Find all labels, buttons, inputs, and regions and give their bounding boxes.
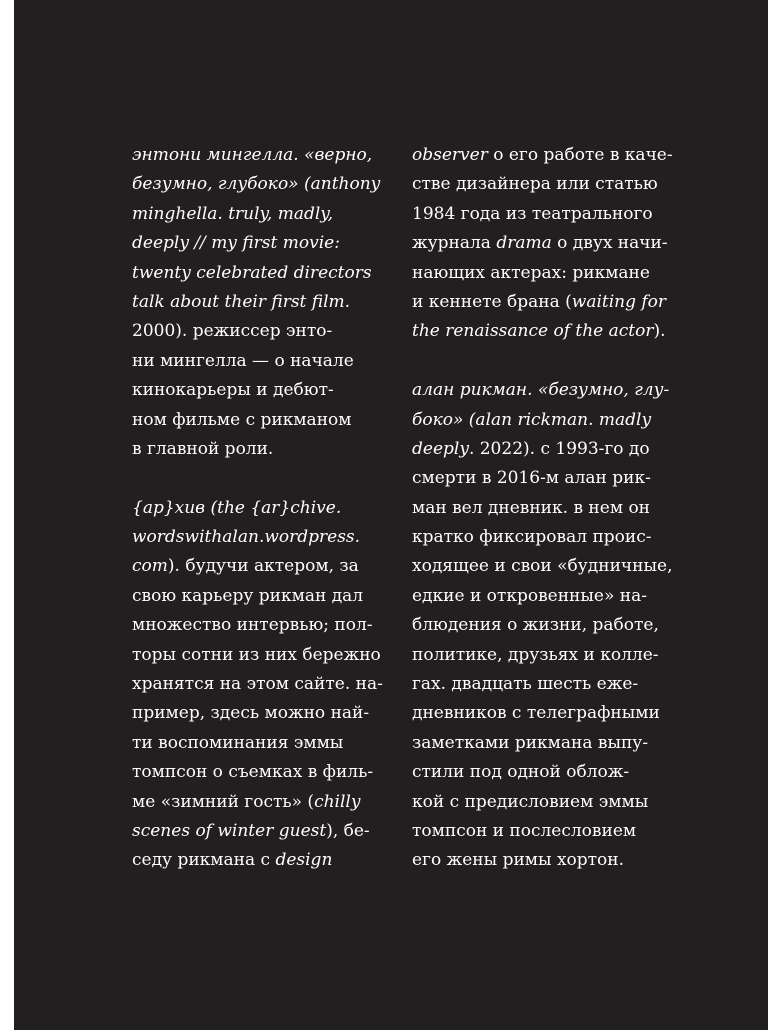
text: ном фильме с рикманом [132,409,352,430]
text-line [132,170,392,199]
text: стили под одной облож- [412,762,630,783]
italic-text: deeply [412,438,469,459]
paragraph-gap [412,347,674,376]
text-line [132,288,392,317]
text-line [132,846,392,875]
text-line [132,435,392,464]
text: в главной роли. [132,438,274,459]
text: кинокарьеры и дебют- [132,380,334,401]
text: журнала [412,233,497,254]
text: кратко фиксировал проис- [412,527,652,548]
text-line [412,582,674,611]
text-line [132,817,392,846]
italic-text: энтони мингелла. «верно, [132,145,373,165]
text: 1984 года из театрального [412,203,653,224]
text: томпсон о съемках в филь- [132,762,374,783]
text: пример, здесь можно най- [132,703,370,724]
text-line [412,406,674,435]
text-line [412,141,674,170]
text: ). будучи актером, за [167,556,359,577]
text: 2000). режиссер энто- [132,321,333,342]
text: хранятся на этом сайте. на- [132,674,383,695]
italic-text: talk about their first film. [132,291,351,312]
text-line [412,641,674,670]
text-line [412,259,674,288]
text-line [132,523,392,552]
text-line [132,699,392,728]
right-column [412,141,674,876]
text-line [412,317,674,346]
text: о его работе в каче- [487,145,673,165]
text-line [412,376,674,405]
text: его жены римы хортон. [412,850,625,871]
text-line [132,141,392,170]
italic-text: the renaissance of the actor [412,321,654,342]
italic-text: алан рикман. «безумно, глу- [412,380,670,401]
text-line [412,846,674,875]
text-line [412,552,674,581]
text: дневников с телеграфными [412,703,660,724]
italic-text: {ар}хив (the {ar}chive. [132,497,342,518]
text: торы сотни из них бережно [132,644,381,665]
text-line [132,259,392,288]
text: ). [653,321,666,342]
entry-rickman-diaries [412,376,674,876]
text: томпсон и послесловием [412,820,637,841]
text-line [412,788,674,817]
text: блюдения о жизни, работе, [412,615,659,636]
entry-archive [132,494,392,876]
italic-text: боко» (alan rickman. madly [412,409,652,430]
text-line [412,611,674,640]
italic-text: twenty celebrated directors [132,262,372,283]
text: ), бе- [326,820,370,841]
text: о двух начи- [551,233,668,254]
text-line [132,494,392,523]
text-line [132,729,392,758]
italic-text: minghella. truly, madly, [132,203,334,224]
text-line [412,699,674,728]
text-line [412,670,674,699]
paragraph-gap [132,464,392,493]
text-line [132,552,392,581]
italic-text: design [275,850,333,871]
page [14,0,768,1030]
text-line [132,611,392,640]
text-line [132,200,392,229]
text: . 2022). с 1993-го до [468,438,650,459]
italic-text: scenes of winter guest [132,820,327,841]
entry-archive-continued [412,141,674,347]
text-line [412,729,674,758]
italic-text: drama [496,233,552,254]
text: кой с предисловием эммы [412,791,649,812]
text-line [412,229,674,258]
text-line [132,670,392,699]
text: нающих актерах: рикмане [412,262,650,283]
italic-text: observer [412,145,488,165]
italic-text: безумно, глубоко» (anthony [132,174,381,195]
italic-text: wordswithalan.wordpress. [132,527,361,548]
text-line [132,229,392,258]
text-line [132,788,392,817]
text-line [412,817,674,846]
left-column [132,141,392,876]
text-line [132,317,392,346]
text: свою карьеру рикман дал [132,585,364,606]
text-line [412,288,674,317]
italic-text: deeply // my first movie: [132,233,340,254]
text: ман вел дневник. в нем он [412,497,651,518]
text-line [412,494,674,523]
text-line [132,641,392,670]
text: ме «зимний гость» ( [132,791,315,812]
text: стве дизайнера или статью [412,174,658,195]
text: и кеннете брана ( [412,291,572,312]
text: политике, друзьях и колле- [412,644,659,665]
italic-text: chilly [314,791,361,812]
text: едкие и откровенные» на- [412,585,647,606]
text-line [132,406,392,435]
text: гах. двадцать шесть еже- [412,674,639,695]
text-line [132,758,392,787]
text-line [412,435,674,464]
italic-text: com [132,556,168,577]
text-line [132,582,392,611]
text: множество интервью; пол- [132,615,373,636]
text: ти воспоминания эммы [132,732,344,753]
text: ходящее и свои «будничные, [412,556,673,577]
text-line [132,347,392,376]
text-line [412,758,674,787]
text-line [412,200,674,229]
text: ни мингелла — о начале [132,350,354,371]
text: смерти в 2016-м алан рик- [412,468,651,489]
text-line [412,464,674,493]
text-line [412,170,674,199]
text-line [412,523,674,552]
entry-minghella [132,141,392,464]
text: заметками рикмана выпу- [412,732,649,753]
text: седу рикмана с [132,850,276,871]
italic-text: waiting for [571,291,667,312]
text-line [132,376,392,405]
